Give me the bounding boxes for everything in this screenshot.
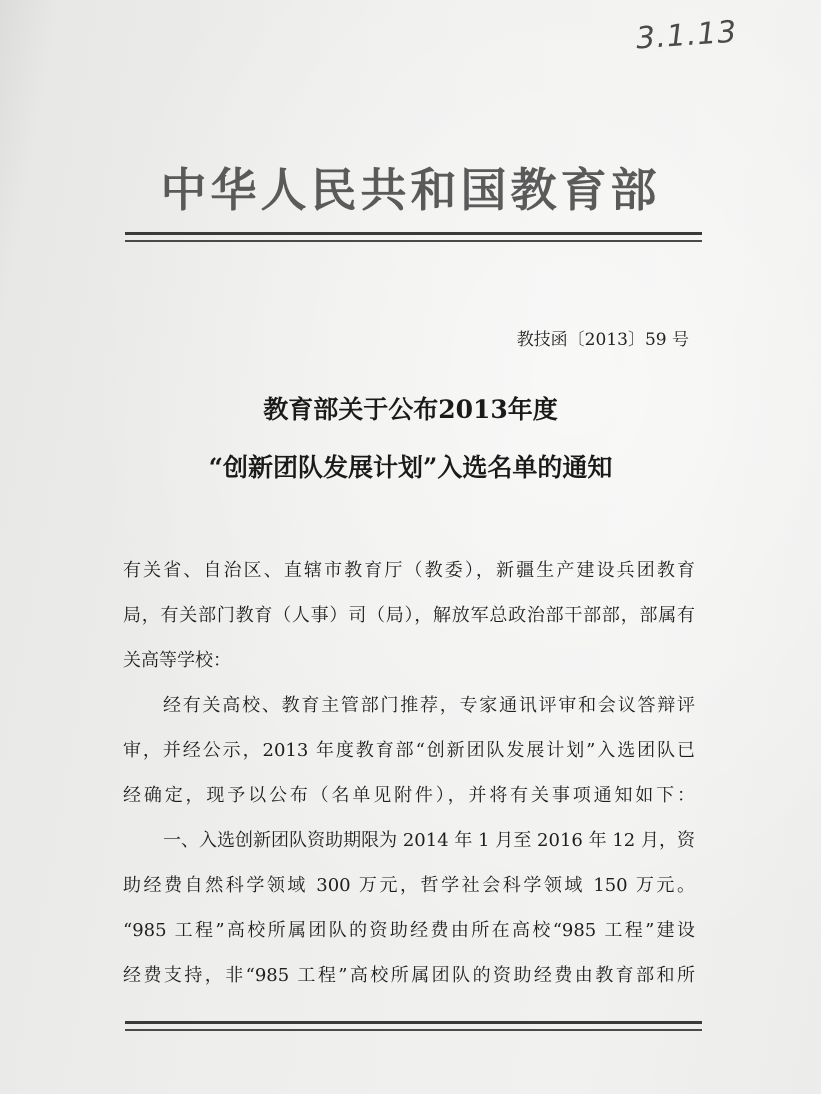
body-line: 助经费自然科学领域 300 万元，哲学社会科学领域 150 万元。 [123, 875, 695, 896]
body-line: 关高等学校： [123, 650, 231, 671]
body-line: 一、入选创新团队资助期限为 2014 年 1 月至 2016 年 12 月，资 [163, 830, 695, 851]
header-rule-thin [125, 240, 702, 242]
body-line: 有关省、自治区、直辖市教育厅（教委），新疆生产建设兵团教育 [123, 560, 695, 581]
document-number: 教技函〔2013〕59 号 [516, 330, 689, 350]
body-line: 审，并经公示，2013 年度教育部“创新团队发展计划”入选团队已 [123, 740, 695, 761]
document-title-line-1: 教育部关于公布2013年度 [263, 395, 558, 424]
footer-rule-thin [125, 1029, 702, 1031]
handwritten-note: 3.1.13 [634, 14, 739, 57]
document-body [123, 548, 695, 998]
body-line: 经有关高校、教育主管部门推荐，专家通讯评审和会议答辩评 [163, 695, 695, 716]
header-rule-thick [125, 232, 702, 235]
document-title-line-2: “创新团队发展计划”入选名单的通知 [208, 453, 613, 482]
body-line: 经费支持，非“985 工程”高校所属团队的资助经费由教育部和所 [123, 965, 695, 986]
body-line: “985 工程”高校所属团队的资助经费由所在高校“985 工程”建设 [123, 920, 695, 941]
body-line: 局，有关部门教育（人事）司（局），解放军总政治部干部部，部属有 [123, 605, 695, 626]
issuer-header: 中华人民共和国教育部 [160, 163, 661, 217]
body-line: 经确定，现予以公布（名单见附件），并将有关事项通知如下： [123, 785, 695, 806]
footer-rule-thick [125, 1021, 702, 1024]
